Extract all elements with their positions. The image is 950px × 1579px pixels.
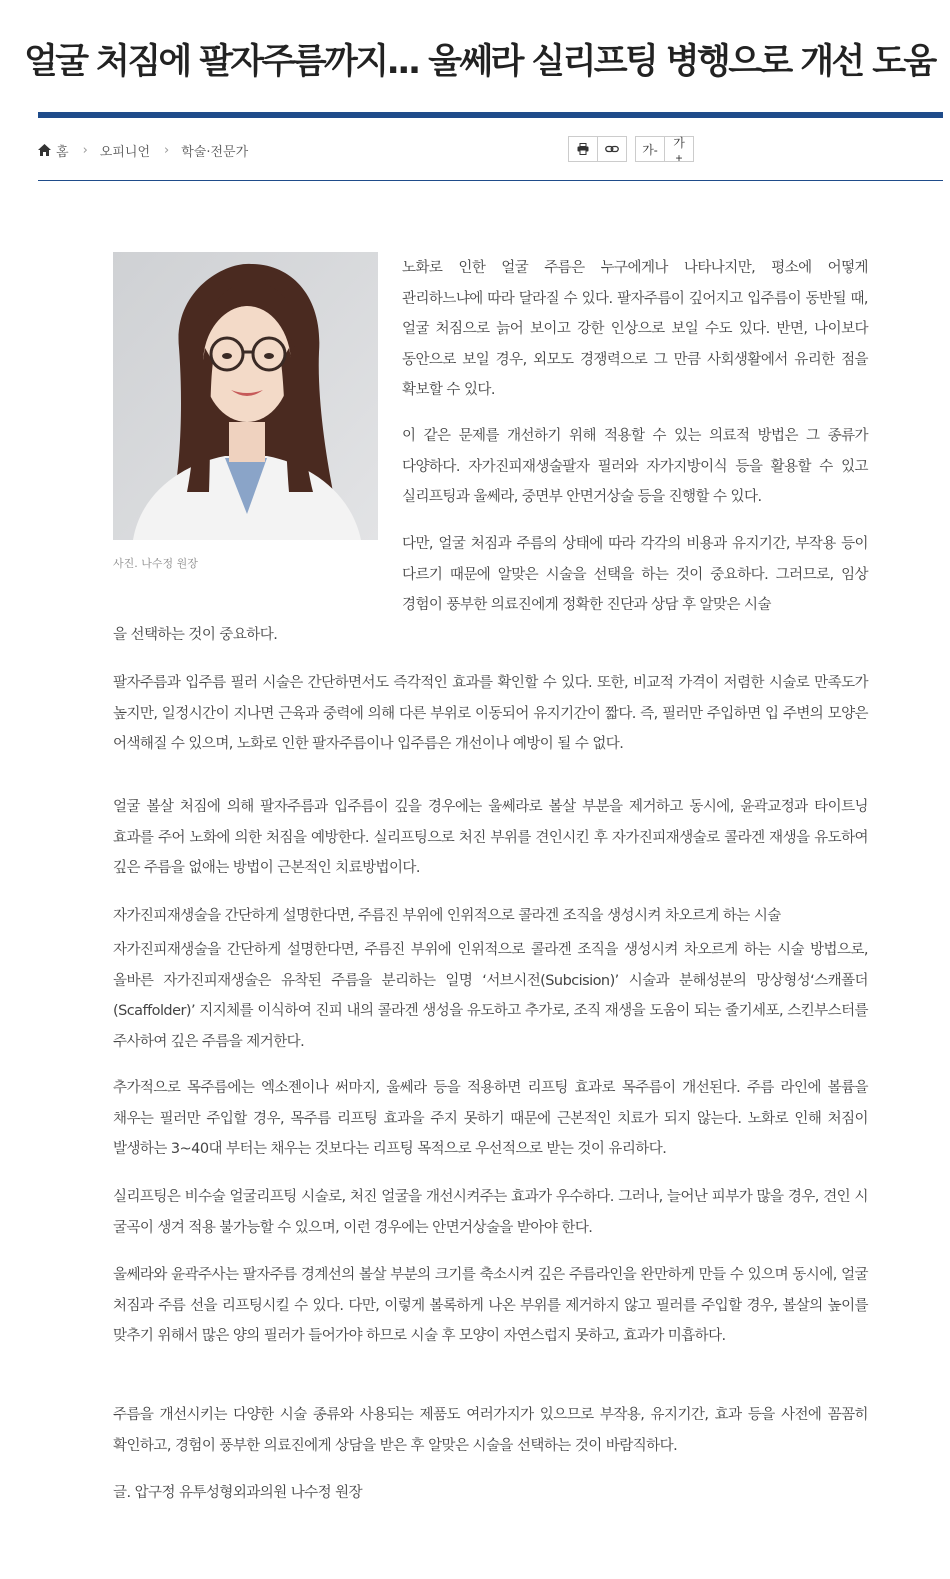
chevron-right-icon: › [82,142,88,158]
article-paragraph: 주름을 개선시키는 다양한 시술 종류와 사용되는 제품도 여러가지가 있으므로 부작용, 유지기간, 효과 등을 사전에 꼼꼼히 확인하고, 경험이 풍부한 의료진에게 상담을 받은 후 알맞은 시술을 선택하는 것이 바람직하다. [113,1407,868,1454]
chevron-right-icon: › [164,142,170,158]
article-paragraph: 노화로 인한 얼굴 주름은 누구에게나 나타나지만, 평소에 어떻게 관리하느냐에 따라 달라질 수 있다. 팔자주름이 깊어지고 입주름이 동반될 때, 얼굴 처짐으로 늙어 보이고 강한 인상으로 보일 수도 있다. 반면, 나이보다 동안으로 보일 경우, 외모도 경쟁력으로 그 만큼 사회생활에서 유리한 점을 확보할 수 있다. [402,260,868,398]
printer-icon [577,143,589,155]
article-paragraph: 추가적으로 목주름에는 엑소젠이나 써마지, 울쎄라 등을 적용하면 리프팅 효과로 목주름이 개선된다. 주름 라인에 볼륨을 채우는 필러만 주입할 경우, 목주름 리프팅 효과을 주지 못하기 때문에 근본적인 치료가 되지 않는다. 노화로 인해 처짐이 발생하는 3~40대 부터는 채우는 것보다는 리프팅 목적으로 우선적으로 받는 것이 유리하다. [113,1080,868,1157]
print-button[interactable] [568,136,598,162]
article-paragraph: 얼굴 볼살 처짐에 의해 팔자주름과 입주름이 깊을 경우에는 울쎄라로 볼살 부분을 제거하고 동시에, 윤곽교정과 타이트닝 효과를 주어 노화에 의한 처짐을 예방한다. 실리프팅으로 처진 부위를 견인시킨 후 자가진피재생술로 콜라겐 재생을 유도하여 깊은 주름을 없애는 방법이 근본적인 치료방법이다. [113,799,868,876]
portrait-illustration [113,252,378,540]
article-paragraph: 실리프팅은 비수술 얼굴리프팅 시술로, 처진 얼굴을 개선시켜주는 효과가 우수하다. 그러나, 늘어난 피부가 많을 경우, 견인 시 굴곡이 생겨 적용 불가능할 수 있으며, 이런 경우에는 안면거상술을 받아야 한다. [113,1189,868,1236]
article-paragraph: 자가진피재생술을 간단하게 설명한다면, 주름진 부위에 인위적으로 콜라겐 조직을 생성시켜 차오르게 하는 시술 방법으로, 올바른 자가진피재생술은 유착된 주름을 분리하는 일명 ‘서브시전(Subcision)’ 시술과 분해성분의 망상형성‘스캐폴더(Scaffolder)’ 지지체를 이식하여 진피 내의 콜라겐 생성을 유도하고 추가로, 조직 재생을 도움이 되는 줄기세포, 스킨부스터를 주사하여 깊은 주름을 제거한다. [113,942,868,1050]
article-byline: 글. 압구정 유투성형외과의원 나수정 원장 [113,1485,363,1501]
article-paragraph: 울쎄라와 윤곽주사는 팔자주름 경계선의 볼살 부분의 크기를 축소시켜 깊은 주름라인을 완만하게 만들 수 있으며 동시에, 얼굴 처짐과 주름 선을 리프팅시킬 수 있다. 다만, 이렇게 볼록하게 나온 부위를 제거하지 않고 필러를 주입할 경우, 볼살의 높이를 맞추기 위해서 많은 양의 필러가 들어가야 하므로 시술 후 모양이 자연스럽지 못하고, 효과가 미흡하다. [113,1267,868,1344]
article-paragraph: 을 선택하는 것이 중요하다. [113,627,278,643]
article-paragraph: 팔자주름과 입주름 필러 시술은 간단하면서도 즉각적인 효과를 확인할 수 있다. 또한, 비교적 가격이 저렴한 시술로 만족도가 높지만, 일정시간이 지나면 근육과 중력에 의해 다른 부위로 이동되어 유지기간이 짧다. 즉, 필러만 주입하면 입 주변의 모양은 어색해질 수 있으며, 노화로 인한 팔자주름이나 입주름은 개선이나 예방이 될 수 없다. [113,675,868,752]
article-paragraph: 다만, 얼굴 처짐과 주름의 상태에 따라 각각의 비용과 유지기간, 부작용 등이 다르기 때문에 알맞은 시술을 선택을 하는 것이 중요하다. 그러므로, 임상 경험이 풍부한 의료진에게 정확한 진단과 상담 후 알맞은 시술 [402,536,868,613]
article-paragraph: 자가진피재생술을 간단하게 설명한다면, 주름진 부위에 인위적으로 콜라겐 조직을 생성시켜 차오르게 하는 시술 [113,908,781,924]
breadcrumb-section[interactable]: 오피니언 [99,144,150,160]
font-decrease-button[interactable]: 가- [635,136,665,162]
breadcrumb-home[interactable]: 홈 [56,144,69,160]
doctor-photo [113,252,378,540]
title-divider [38,112,943,118]
breadcrumb [38,140,248,160]
article-paragraph: 이 같은 문제를 개선하기 위해 적용할 수 있는 의료적 방법은 그 종류가 다양하다. 자가진피재생술팔자 필러와 자가지방이식 등을 활용할 수 있고 실리프팅과 울쎄라, 중면부 안면거상술 등을 진행할 수 있다. [402,428,868,505]
breadcrumb-subsection[interactable]: 학술·전문가 [181,144,249,160]
copy-link-button[interactable] [597,136,627,162]
article-title: 얼굴 처짐에 팔자주름까지... 울쎄라 실리프팅 병행으로 개선 도움 [24,42,935,82]
header-divider [38,180,943,181]
font-increase-button[interactable]: 가+ [664,136,694,162]
photo-caption: 사진. 나수정 원장 [113,557,198,570]
link-icon [605,144,619,154]
article-toolbar [568,135,694,165]
home-icon[interactable] [38,144,51,156]
